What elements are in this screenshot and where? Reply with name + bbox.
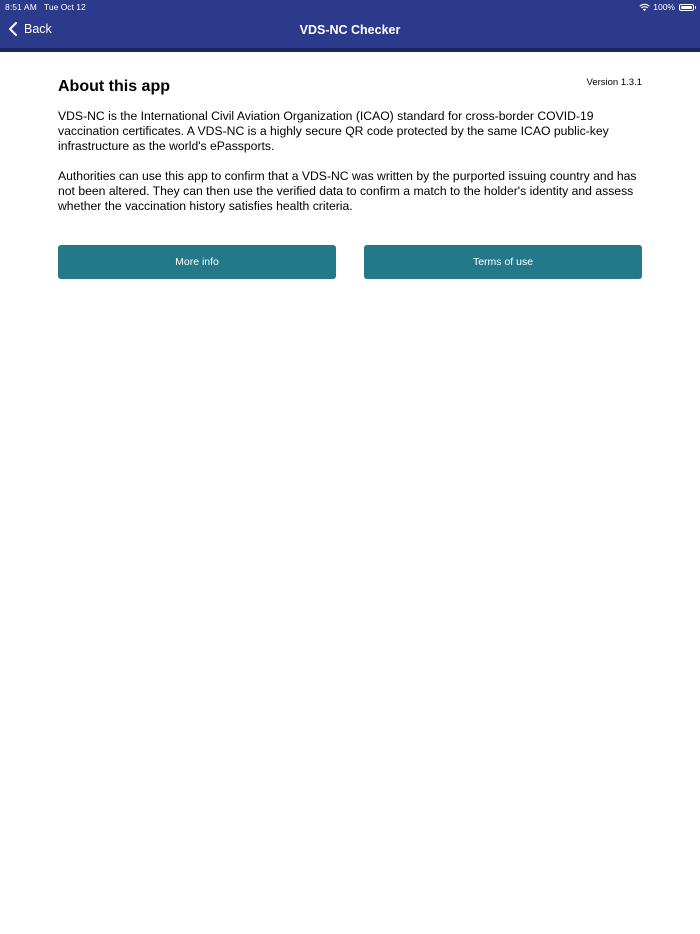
version-label: Version 1.3.1: [586, 77, 642, 88]
back-label: Back: [24, 22, 52, 36]
wifi-icon: [639, 3, 650, 12]
more-info-button[interactable]: More info: [58, 245, 336, 279]
page-title: VDS-NC Checker: [299, 23, 401, 37]
terms-of-use-button[interactable]: Terms of use: [364, 245, 642, 279]
description-paragraph-1: VDS-NC is the International Civil Aviation Organization (ICAO) standard for cross-border COVID-19 vaccination certificates. A VDS-NC is a highly secure QR code protected by the same ICAO public-key infrastructure as the world's ePassports.: [58, 109, 609, 153]
battery-icon: [679, 4, 694, 11]
section-title: About this app: [58, 78, 170, 95]
battery-percent: 100%: [653, 2, 675, 12]
status-date: Tue Oct 12: [44, 2, 86, 12]
navigation-header: [0, 0, 700, 48]
description-paragraph-2: Authorities can use this app to confirm that a VDS-NC was written by the purported issuing country and has not been altered. They can then use the verified data to confirm a match to the holder's identity and assess whether the vaccination history satisfies health criteria.: [58, 169, 637, 213]
status-indicators: [639, 2, 694, 12]
header-divider: [0, 48, 700, 52]
status-time: 8:51 AM: [5, 2, 37, 12]
